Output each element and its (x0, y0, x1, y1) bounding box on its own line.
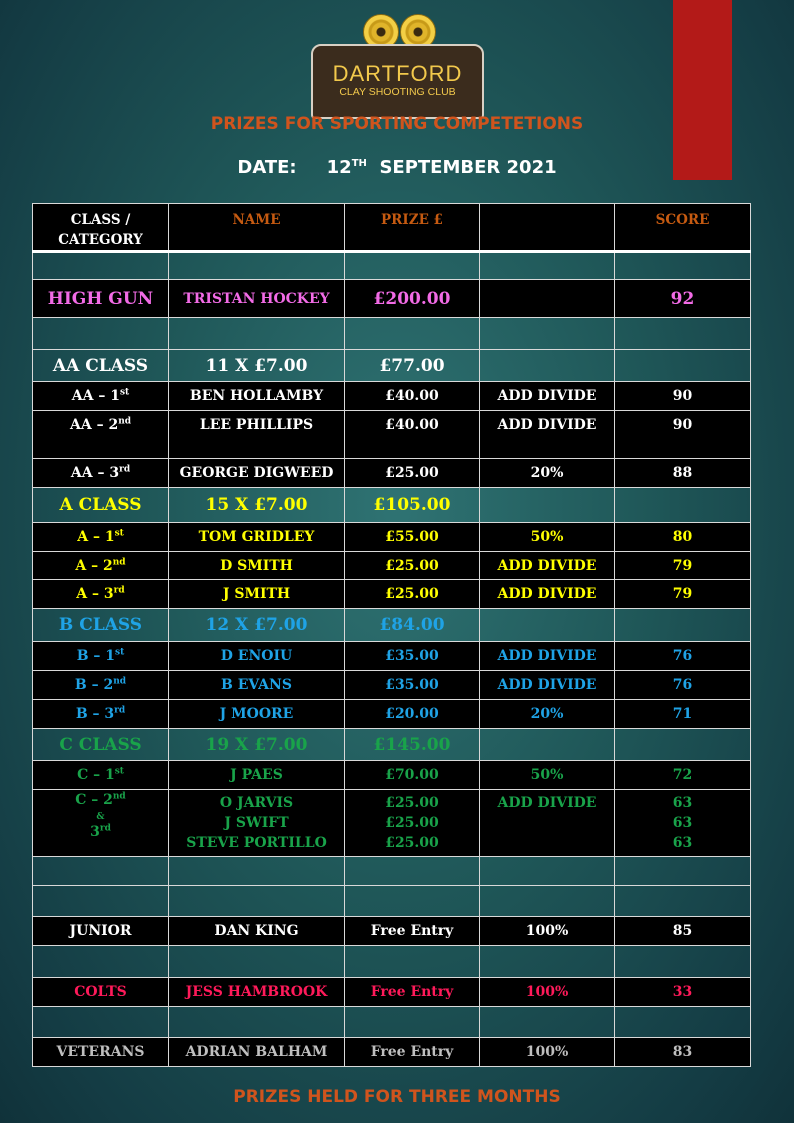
header-prize: PRIZE £ (345, 204, 480, 252)
result-row (33, 700, 751, 729)
spacer-row (33, 318, 751, 350)
page-heading: PRIZES FOR SPORTING COMPETETIONS (210, 114, 584, 134)
class-entries: 12 X £7.00 (169, 609, 345, 642)
score: 63 (672, 835, 693, 851)
prize: £35.00 (345, 671, 480, 700)
class-entries: 11 X £7.00 (169, 350, 345, 382)
shooter-name: J PAES (169, 761, 345, 790)
note: ADD DIVIDE (480, 671, 615, 700)
shooter-name: JESS HAMBROOK (169, 978, 345, 1007)
prize: £25.00 (345, 552, 480, 580)
colts-row (33, 978, 751, 1007)
position: AA – 2nd (33, 411, 169, 459)
shared-result-row (33, 790, 751, 857)
class-header-row (33, 350, 751, 382)
result-row (33, 642, 751, 671)
class-entries: 19 X £7.00 (169, 729, 345, 761)
header-score: SCORE (615, 204, 751, 252)
date-day: 12 (326, 157, 352, 178)
spacer-row (33, 946, 751, 978)
position: C – 1st (33, 761, 169, 790)
prize: Free Entry (345, 1038, 480, 1067)
shooter-name: O JARVIS (219, 795, 294, 811)
score: 80 (615, 523, 751, 552)
prize: Free Entry (345, 917, 480, 946)
note: ADD DIVIDE (480, 382, 615, 411)
position: C – 2nd & 3rd (33, 790, 169, 857)
high-gun-score: 92 (615, 280, 751, 318)
prize: Free Entry (345, 978, 480, 1007)
result-row (33, 382, 751, 411)
result-row (33, 580, 751, 609)
prizes-table (32, 203, 751, 1067)
class-pot: £84.00 (345, 609, 480, 642)
shooter-name: BEN HOLLAMBY (169, 382, 345, 411)
class-pot: £105.00 (345, 488, 480, 523)
score: 90 (615, 411, 751, 459)
high-gun-name: TRISTAN HOCKEY (169, 280, 345, 318)
note: 20% (480, 700, 615, 729)
shooter-name: DAN KING (169, 917, 345, 946)
shooter-name: D SMITH (169, 552, 345, 580)
footer-note: PRIZES HELD FOR THREE MONTHS (233, 1087, 561, 1107)
shooter-name: J MOORE (169, 700, 345, 729)
shooter-names (169, 790, 345, 857)
shooter-name: GEORGE DIGWEED (169, 459, 345, 488)
spacer-row (33, 886, 751, 917)
spacer-row (33, 1007, 751, 1038)
score: 83 (615, 1038, 751, 1067)
note: 100% (480, 1038, 615, 1067)
table-header-row (33, 204, 751, 252)
logo-title: DARTFORD (332, 61, 463, 86)
score: 71 (615, 700, 751, 729)
score: 76 (615, 642, 751, 671)
score: 79 (615, 552, 751, 580)
position: AA – 1st (33, 382, 169, 411)
shooter-name: LEE PHILLIPS (169, 411, 345, 459)
prize: £25.00 (345, 580, 480, 609)
prizes (345, 790, 480, 857)
class-header-row (33, 729, 751, 761)
score: 63 (672, 795, 693, 811)
date-day-suffix: TH (351, 158, 367, 169)
prize: £40.00 (345, 382, 480, 411)
score: 88 (615, 459, 751, 488)
junior-row (33, 917, 751, 946)
note: 100% (480, 978, 615, 1007)
header-class: CLASS / CATEGORY (33, 204, 169, 252)
class-label: B CLASS (33, 609, 169, 642)
class-pot: £77.00 (345, 350, 480, 382)
competition-date (0, 157, 794, 178)
prize: £25.00 (345, 459, 480, 488)
high-gun-row (33, 280, 751, 318)
result-row (33, 671, 751, 700)
position: B – 3rd (33, 700, 169, 729)
prize: £35.00 (345, 642, 480, 671)
prize: £70.00 (345, 761, 480, 790)
score: 76 (615, 671, 751, 700)
header-name: NAME (169, 204, 345, 252)
class-header-row (33, 488, 751, 523)
result-row (33, 411, 751, 459)
prize: £55.00 (345, 523, 480, 552)
shooter-name: D ENOIU (169, 642, 345, 671)
note: ADD DIVIDE (480, 552, 615, 580)
prize: £25.00 (385, 835, 439, 851)
note: ADD DIVIDE (480, 411, 615, 459)
position: B – 2nd (33, 671, 169, 700)
result-row (33, 459, 751, 488)
note: 100% (480, 917, 615, 946)
scores (615, 790, 751, 857)
note: ADD DIVIDE (480, 790, 615, 857)
spacer-row (33, 857, 751, 886)
shooter-name: TOM GRIDLEY (169, 523, 345, 552)
result-row (33, 523, 751, 552)
class-entries: 15 X £7.00 (169, 488, 345, 523)
class-label: AA CLASS (33, 350, 169, 382)
shooter-name: STEVE PORTILLO (186, 835, 327, 851)
shooter-name: B EVANS (169, 671, 345, 700)
score: 72 (615, 761, 751, 790)
score: 33 (615, 978, 751, 1007)
veterans-row (33, 1038, 751, 1067)
club-logo (311, 14, 484, 104)
class-label: A CLASS (33, 488, 169, 523)
shooter-name: ADRIAN BALHAM (169, 1038, 345, 1067)
position: A – 2nd (33, 552, 169, 580)
result-row (33, 552, 751, 580)
high-gun-prize: £200.00 (345, 280, 480, 318)
date-month-year: SEPTEMBER 2021 (379, 157, 557, 178)
spacer-row (33, 252, 751, 280)
colts-label: COLTS (33, 978, 169, 1007)
score: 63 (672, 815, 693, 831)
class-label: C CLASS (33, 729, 169, 761)
class-header-row (33, 609, 751, 642)
shooter-name: J SMITH (169, 580, 345, 609)
class-pot: £145.00 (345, 729, 480, 761)
position: A – 3rd (33, 580, 169, 609)
note: 50% (480, 761, 615, 790)
result-row (33, 761, 751, 790)
logo-subtitle: CLAY SHOOTING CLUB (339, 86, 456, 98)
veterans-label: VETERANS (33, 1038, 169, 1067)
position: B – 1st (33, 642, 169, 671)
position: AA – 3rd (33, 459, 169, 488)
junior-label: JUNIOR (33, 917, 169, 946)
prize: £40.00 (345, 411, 480, 459)
score: 85 (615, 917, 751, 946)
score: 79 (615, 580, 751, 609)
note: 20% (480, 459, 615, 488)
note: 50% (480, 523, 615, 552)
prize: £20.00 (345, 700, 480, 729)
header-blank (480, 204, 615, 252)
shooter-name: J SWIFT (224, 815, 289, 831)
prize: £25.00 (385, 795, 439, 811)
date-label: DATE: (237, 157, 297, 178)
position: A – 1st (33, 523, 169, 552)
score: 90 (615, 382, 751, 411)
note: ADD DIVIDE (480, 580, 615, 609)
prize: £25.00 (385, 815, 439, 831)
high-gun-label: HIGH GUN (33, 280, 169, 318)
note: ADD DIVIDE (480, 642, 615, 671)
red-corner-bar (673, 0, 732, 180)
